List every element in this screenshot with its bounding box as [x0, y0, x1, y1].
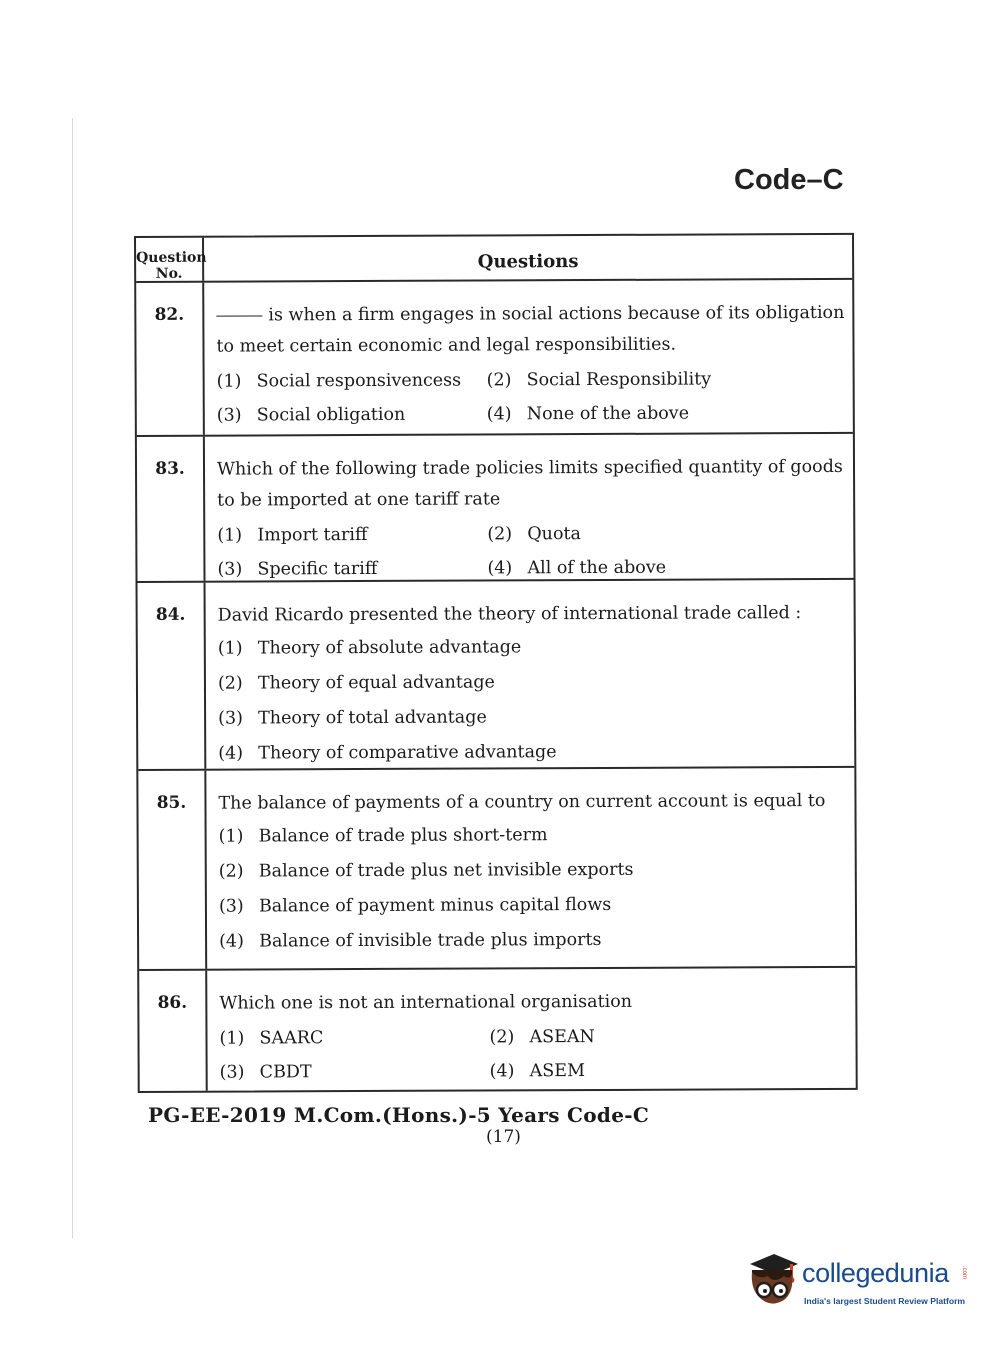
col-header-question-no: Question No.: [136, 238, 204, 281]
option: (4) All of the above: [487, 557, 667, 579]
question-number: 82.: [136, 283, 205, 435]
question-row: [138, 766, 855, 969]
question-text: is when a firm engages in social actions because of its obligation to meet certain economic and legal responsibilities.: [216, 302, 845, 357]
question-row: [136, 278, 853, 435]
fill-blank: [216, 315, 262, 316]
question-body: [206, 580, 855, 769]
logo-domain-suffix: .com: [961, 1266, 967, 1280]
options: [217, 362, 845, 433]
question-text: Which one is not an international organisation: [219, 991, 633, 1014]
question-body: [205, 434, 854, 581]
option: (3) Specific tariff: [217, 558, 378, 580]
question-number: 83.: [137, 437, 206, 581]
option: (1) Theory of absolute advantage: [217, 637, 522, 659]
question-number: 86.: [139, 971, 208, 1091]
col-header-questions: Questions: [477, 251, 579, 273]
exam-footer: PG-EE-2019 M.Com.(Hons.)-5 Years Code-C: [148, 1103, 650, 1127]
options: [217, 516, 845, 587]
option: (2) Social Responsibility: [486, 369, 712, 391]
option: (3) Social obligation: [216, 404, 406, 426]
option: (3) Balance of payment minus capital flows: [218, 894, 612, 917]
logo-wordmark: collegedunia: [802, 1258, 949, 1288]
option: (2) Theory of equal advantage: [217, 672, 495, 694]
question-row: [138, 578, 855, 769]
option: (2) ASEAN: [489, 1026, 595, 1048]
question-row: [139, 966, 856, 1091]
page-number: (17): [486, 1127, 521, 1147]
option: (4) None of the above: [486, 403, 690, 425]
option: (2) Quota: [487, 524, 581, 545]
option: (2) Balance of trade plus net invisible exports: [218, 859, 634, 882]
question-body: [207, 968, 856, 1091]
options: [219, 817, 848, 960]
scan-margin-line: [72, 118, 73, 1238]
question-body: [206, 768, 855, 969]
options: [219, 1019, 847, 1090]
paper-code: Code–C: [734, 164, 844, 196]
option: (3) Theory of total advantage: [218, 707, 487, 729]
option: (3) CBDT: [219, 1062, 312, 1083]
question-text: The balance of payments of a country on current account is equal to: [218, 790, 826, 814]
question-text: David Ricardo presented the theory of international trade called :: [217, 603, 802, 626]
option: (1) Social responsivencess: [216, 370, 462, 392]
option: (1) Import tariff: [217, 524, 368, 546]
option: (1) SAARC: [219, 1028, 324, 1049]
option: (4) Theory of comparative advantage: [218, 742, 557, 764]
question-number: 85.: [138, 771, 207, 969]
logo-tagline: India's largest Student Review Platform: [804, 1296, 966, 1306]
question-body: [204, 280, 853, 435]
options: [218, 629, 847, 772]
option: (4) ASEM: [489, 1061, 586, 1082]
questions-table: [134, 233, 858, 1093]
question-row: [137, 432, 854, 581]
option: (4) Balance of invisible trade plus imports: [219, 929, 602, 952]
mascot-icon: [744, 1250, 802, 1316]
question-text: Which of the following trade policies limits specified quantity of goods to be imported at one tariff rate: [216, 456, 843, 511]
question-number: 84.: [138, 583, 207, 769]
collegedunia-logo[interactable]: [744, 1250, 974, 1316]
table-header-row: [136, 235, 852, 281]
option: (1) Balance of trade plus short-term: [218, 825, 548, 847]
